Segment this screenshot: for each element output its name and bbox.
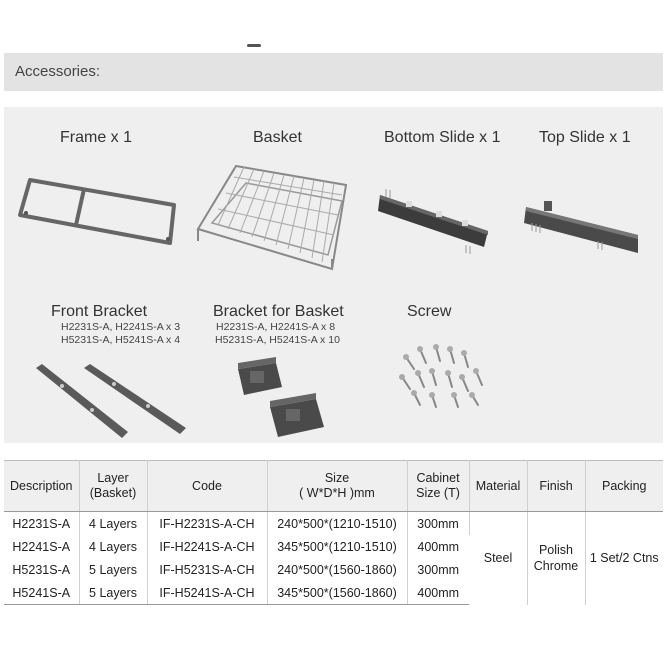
basket-bracket-icon xyxy=(232,353,332,445)
cell-description: H2231S-A xyxy=(4,512,79,536)
top-slide-label: Top Slide x 1 xyxy=(539,129,631,146)
cell-finish: Polish Chrome xyxy=(527,512,585,605)
top-slide-icon xyxy=(522,197,642,259)
section-title: Accessories: xyxy=(15,63,101,80)
cell-code: IF-H2241S-A-CH xyxy=(147,535,267,558)
basket-label: Basket xyxy=(253,129,302,146)
cell-layer: 4 Layers xyxy=(79,512,147,536)
col-finish: Finish xyxy=(527,461,585,512)
front-bracket-line2: H5231S-A, H5241S-A x 4 xyxy=(61,334,181,346)
screw-icon xyxy=(392,339,492,411)
cell-cabinet: 300mm xyxy=(407,512,469,536)
cell-material: Steel xyxy=(469,512,527,605)
cell-packing: 1 Set/2 Ctns xyxy=(589,551,659,566)
cell-code: IF-H5241S-A-CH xyxy=(147,581,267,605)
cell-description: H2241S-A xyxy=(4,535,79,558)
cell-size: 345*500*(1560-1860) xyxy=(267,581,407,605)
cell-description: H5231S-A xyxy=(4,558,79,581)
cell-layer: 5 Layers xyxy=(79,558,147,581)
cell-cabinet: 400mm xyxy=(407,581,469,605)
front-bracket-label: Front Bracket xyxy=(51,303,148,320)
col-size: Size ( W*D*H )mm xyxy=(267,461,407,512)
top-mark xyxy=(247,44,261,47)
table-header-row xyxy=(4,461,663,512)
cell-description: H5241S-A xyxy=(4,581,79,605)
bottom-slide-icon xyxy=(376,187,492,257)
bracket-for-basket-line1: H2231S-A, H2241S-A x 8 xyxy=(216,321,336,333)
col-layer: Layer (Basket) xyxy=(79,461,147,512)
bracket-for-basket-line2: H5231S-A, H5241S-A x 10 xyxy=(215,334,340,346)
basket-icon xyxy=(196,163,350,273)
cell-layer: 4 Layers xyxy=(79,535,147,558)
cell-size: 240*500*(1560-1860) xyxy=(267,558,407,581)
frame-label: Frame x 1 xyxy=(60,129,133,146)
cell-layer: 5 Layers xyxy=(79,581,147,605)
col-cabinet: Cabinet Size (T) xyxy=(407,461,469,512)
spec-table xyxy=(4,460,663,605)
cell-cabinet: 400mm xyxy=(417,539,460,554)
accessories-header xyxy=(4,53,663,91)
table-row xyxy=(4,512,663,536)
cell-cabinet: 300mm xyxy=(417,562,460,577)
cell-size: 240*500*(1210-1510) xyxy=(267,512,407,536)
front-bracket-icon xyxy=(32,362,192,442)
accessories-panel xyxy=(4,107,663,443)
col-code: Code xyxy=(147,461,267,512)
screw-label: Screw xyxy=(407,303,452,320)
bracket-for-basket-label: Bracket for Basket xyxy=(213,303,344,320)
cell-code: IF-H5231S-A-CH xyxy=(147,558,267,581)
front-bracket-line1: H2231S-A, H2241S-A x 3 xyxy=(61,321,181,333)
col-material: Material xyxy=(469,461,527,512)
col-description: Description xyxy=(4,461,79,512)
cell-code: IF-H2231S-A-CH xyxy=(147,512,267,536)
cell-size: 345*500*(1210-1510) xyxy=(267,535,407,558)
bottom-slide-label: Bottom Slide x 1 xyxy=(384,129,501,146)
col-packing: Packing xyxy=(585,461,663,512)
frame-icon xyxy=(18,177,178,247)
